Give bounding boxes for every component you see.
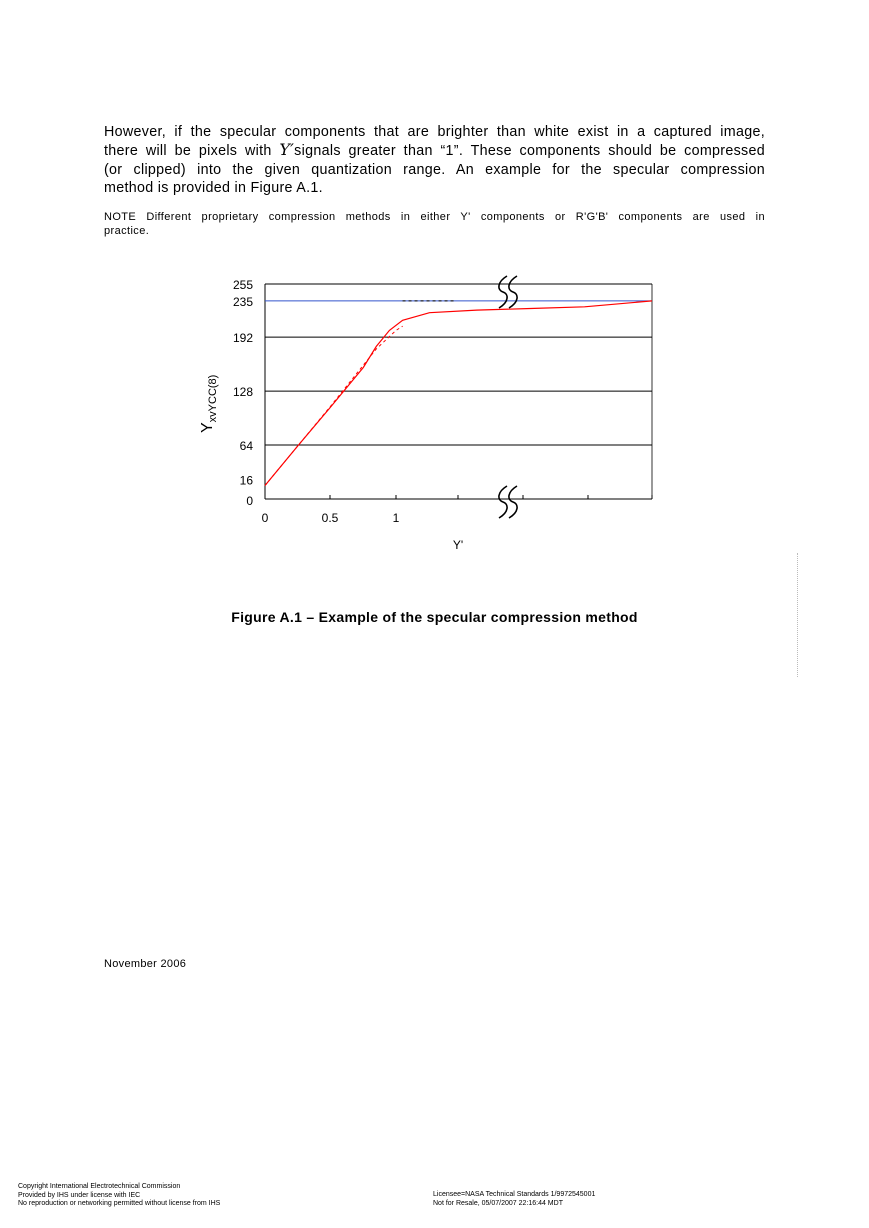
para-line-4: method is provided in Figure A.1. <box>104 179 323 196</box>
axis-break-stroke <box>509 486 517 518</box>
y-tick-label: 255 <box>232 278 253 292</box>
footer-left-line: Provided by IHS under license with IEC <box>18 1191 141 1199</box>
specular-compression-chart <box>190 265 670 575</box>
y-tick-label: 192 <box>232 331 253 346</box>
y-prime-symbol: Y′ <box>279 140 295 160</box>
document-date: November 2006 <box>104 958 187 970</box>
footer-right-line: Licensee=NASA Technical Standards 1/9972545001 <box>433 1191 596 1198</box>
y-axis-label-sub: xvYCC(8) <box>207 374 219 423</box>
axis-break-stroke <box>499 486 507 518</box>
y-tick-label: 16 <box>239 473 253 488</box>
note-block <box>104 210 765 238</box>
para-line-1: However, if the specular components that are brighter than white exist in a captured image, <box>104 124 765 140</box>
para-line-2-post: signals greater than “1”. These components should be compressed <box>294 143 765 160</box>
side-dotted-line <box>797 553 799 677</box>
axis-break-stroke <box>499 276 507 308</box>
body-paragraph <box>104 123 765 197</box>
para-line-2 <box>104 141 765 160</box>
x-tick-label: 0.5 <box>321 511 339 525</box>
axis-break-stroke <box>509 276 517 308</box>
x-tick-label: 0 <box>261 511 269 525</box>
x-tick-label: 1 <box>392 511 400 525</box>
para-line-3: (or clipped) into the given quantization range. An example for the specular compression <box>104 161 765 178</box>
footer-left-line: Copyright International Electrotechnical Commission <box>18 1183 181 1190</box>
note-line-2: practice. <box>104 225 150 237</box>
figure-caption: Figure A.1 – Example of the specular compression method <box>231 609 638 625</box>
y-tick-label: 64 <box>239 439 253 454</box>
y-tick-label: 0 <box>246 494 253 508</box>
footer-license <box>433 1191 595 1208</box>
dashed-curve <box>265 326 403 485</box>
compression-curve <box>265 301 652 486</box>
y-axis-label <box>199 375 219 433</box>
footer-right-line: Not for Resale, 05/07/2007 22:16:44 MDT <box>433 1199 563 1207</box>
footer-left-line: No reproduction or networking permitted without license from IHS <box>18 1200 221 1208</box>
y-tick-label: 235 <box>232 294 253 309</box>
x-axis-label: Y' <box>452 538 464 552</box>
axis-break-top-icon <box>499 276 517 308</box>
y-tick-label: 128 <box>232 385 253 400</box>
para-line-2-pre: there will be pixels with <box>104 143 280 160</box>
note-line-1: NOTE Different proprietary compression methods in either Y' components or R'G'B' components are used in <box>104 211 765 223</box>
axis-break-bottom-icon <box>499 486 517 518</box>
footer-copyright <box>18 1183 220 1209</box>
y-axis-label-main: Y <box>199 422 216 433</box>
